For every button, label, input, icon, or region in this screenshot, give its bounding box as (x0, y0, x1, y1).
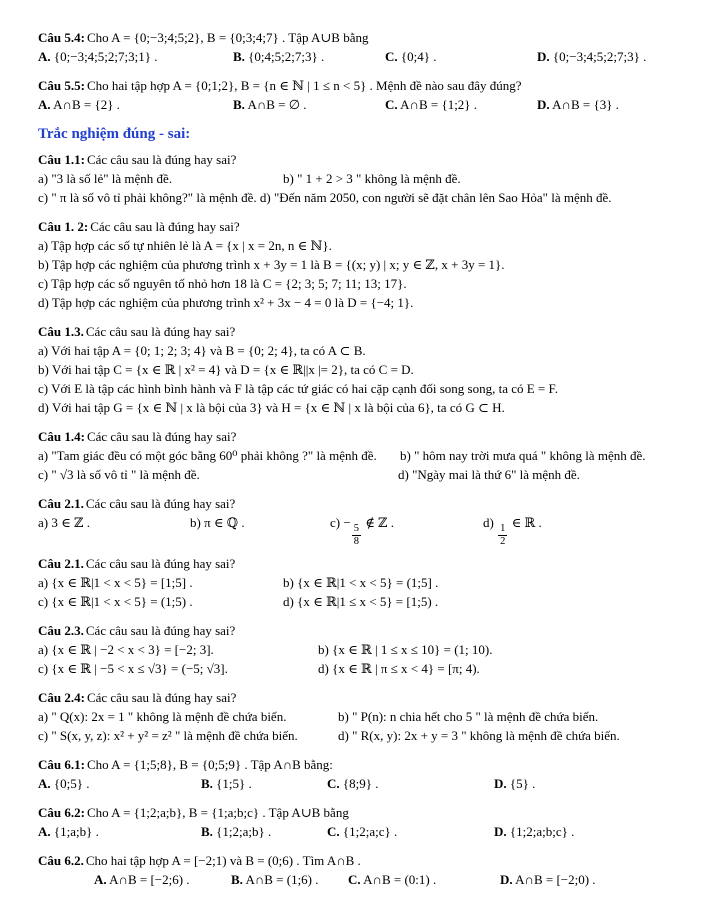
option-letter: A. (38, 97, 51, 112)
cau-1-4-row-1 (38, 446, 676, 465)
option-value: A∩B = [−2;6) . (106, 872, 190, 888)
cau-6-2b-option-A (94, 870, 231, 889)
cau-5-5-options (38, 95, 676, 114)
cau-1-4-item-1-1: a) "Tam giác đều có một góc bằng 60⁰ phải không ?" là mệnh đề. (38, 448, 377, 463)
cau-2-1-item-1-1: a) 3 ∈ ℤ . (38, 515, 90, 530)
cau-5-5 (38, 76, 676, 114)
cau-1-2-item-3-1: c) Tập hợp các số nguyên tố nhỏ hơn 18 là C = {2; 3; 5; 7; 11; 13; 17}. (38, 276, 407, 291)
cau-1-4-item-2-2: d) "Ngày mai là thứ 6" là mệnh đề. (398, 467, 580, 482)
cau-1-3-item-4-1: d) Với hai tập G = {x ∈ ℕ | x là bội của 3} và H = {x ∈ ℕ | x là bội của 6}, ta có G ⊂ H. (38, 400, 505, 415)
option-letter: D. (500, 872, 513, 888)
option-letter: A. (94, 872, 107, 888)
cau-6-2b-text: Cho hai tập hợp A = [−2;1) và B = (0;6) . Tìm A∩B . (85, 853, 361, 869)
cau-6-2-label: Câu 6.2: (38, 805, 85, 821)
cau-2-1b (38, 554, 676, 611)
option-value: {0;−3;4;5;2;7;3} . (549, 49, 647, 64)
cau-2-1b-item-2-1: c) {x ∈ ℝ|1 < x < 5} = (1;5) . (38, 594, 193, 610)
option-value: A∩B = {3} . (549, 97, 619, 112)
option-letter: C. (327, 776, 340, 792)
cau-2-4-item-1-2: b) " P(n): n chia hết cho 5 " là mệnh đề chứa biến. (338, 709, 599, 725)
option-letter: C. (385, 49, 398, 64)
option-letter: B. (201, 824, 213, 840)
option-letter: B. (201, 776, 213, 792)
cau-1-2-row-4 (38, 293, 676, 312)
option-letter: A. (38, 824, 51, 840)
cau-6-2-text: Cho A = {1;2;a;b}, B = {1;a;b;c} . Tập A∪B bằng (86, 805, 349, 821)
cau-1-4-label: Câu 1.4: (38, 429, 85, 444)
cau-6-1-option-A (38, 774, 201, 793)
fraction-denominator: 2 (500, 536, 506, 548)
cau-6-1-text: Cho A = {1;5;8}, B = {0;5;9} . Tập A∩B bằng: (86, 757, 333, 773)
option-value: A∩B = (0:1) . (360, 872, 437, 888)
option-value: {1;2;a;b;c} . (506, 824, 575, 840)
cau-5-5-text: Cho hai tập hợp A = {0;1;2}, B = {n ∈ ℕ | 1 ≤ n < 5} . Mệnh đề nào sau đây đúng? (86, 78, 522, 93)
cau-1-3-row-3 (38, 379, 676, 398)
cau-5-4-option-A (38, 47, 233, 66)
cau-1-2-stem (38, 217, 676, 236)
cau-2-4-item-1-1: a) " Q(x): 2x = 1 " không là mệnh đề chứa biến. (38, 709, 287, 725)
option-letter: B. (233, 49, 245, 64)
cau-1-1-item-1-2: b) " 1 + 2 > 3 " không là mệnh đề. (283, 171, 461, 186)
cau-1-4-item-1-2: b) " hôm nay trời mưa quá " không là mệnh đề. (400, 448, 646, 463)
cau-1-3-stem (38, 322, 676, 341)
cau-2-1-label: Câu 2.1. (38, 496, 84, 511)
cau-1-4-stem (38, 427, 676, 446)
cau-5-4-stem (38, 28, 676, 47)
option-value: A∩B = ∅ . (244, 97, 307, 112)
cau-2-3-row-2 (38, 659, 676, 678)
cau-2-1-item-1-3: c) − $\frac{5}{8}$ ∉ ℤ . (330, 515, 395, 548)
fraction (498, 523, 507, 548)
cau-2-4-stem (38, 688, 676, 707)
cau-6-1-option-B (201, 774, 327, 793)
cau-1-2-text: Các câu sau là đúng hay sai? (90, 219, 240, 234)
cau-1-3 (38, 322, 676, 417)
cau-5-4-option-D (537, 47, 676, 66)
cau-6-2-option-A (38, 822, 201, 841)
cau-1-3-item-1-1: a) Với hai tập A = {0; 1; 2; 3; 4} và B = {0; 2; 4}, ta có A ⊂ B. (38, 343, 366, 358)
section-heading: Trắc nghiệm đúng - sai: (38, 126, 191, 142)
cau-6-2b-option-B (231, 870, 348, 889)
cau-2-3-row-1 (38, 640, 676, 659)
cau-5-5-option-B (233, 95, 385, 114)
option-value: {5} . (506, 776, 536, 792)
option-letter: C. (385, 97, 398, 112)
cau-2-1-item-1-4: d) $\frac{1}{2}$ ∈ ℝ . (483, 515, 542, 548)
cau-1-1-label: Câu 1.1: (38, 152, 85, 167)
cau-6-2 (38, 803, 676, 841)
cau-1-3-item-2-1: b) Với hai tập C = {x ∈ ℝ | x² = 4} và D = {x ∈ ℝ||x |= 2}, ta có C = D. (38, 362, 414, 377)
cau-6-1 (38, 755, 676, 793)
cau-1-1-stem (38, 150, 676, 169)
option-value: A∩B = (1;6) . (242, 872, 319, 888)
cau-6-2b-stem (38, 851, 676, 870)
cau-1-3-text: Các câu sau là đúng hay sai? (85, 324, 236, 339)
cau-5-4-text: Cho A = {0;−3;4;5;2}, B = {0;3;4;7} . Tập A∪B bằng (86, 30, 369, 45)
cau-2-1b-stem (38, 554, 676, 573)
option-value: {8;9} . (339, 776, 379, 792)
cau-2-1b-row-2 (38, 592, 676, 611)
option-value: {0;4;5;2;7;3} . (244, 49, 325, 64)
cau-1-2-row-3 (38, 274, 676, 293)
cau-1-4 (38, 427, 676, 484)
cau-2-1b-item-2-2: d) {x ∈ ℝ|1 ≤ x < 5} = [1;5) . (283, 594, 439, 610)
cau-6-2b (38, 851, 676, 889)
cau-1-1-row-1 (38, 169, 676, 188)
cau-6-2-option-C (327, 822, 494, 841)
cau-2-1 (38, 494, 676, 548)
cau-2-3-item-2-2: d) {x ∈ ℝ | π ≤ x < 4} = [π; 4). (318, 661, 480, 677)
cau-2-3-text: Các câu sau là đúng hay sai? (85, 623, 236, 639)
cau-2-4-label: Câu 2.4: (38, 690, 85, 706)
cau-2-1b-item-1-1: a) {x ∈ ℝ|1 < x < 5} = [1;5] . (38, 575, 193, 591)
option-value: A∩B = {1;2} . (397, 97, 478, 112)
cau-2-1-item-1-2: b) π ∈ ℚ . (190, 515, 245, 530)
cau-5-5-label: Câu 5.5: (38, 78, 85, 93)
fraction-numerator: 5 (352, 523, 361, 536)
cau-5-5-stem (38, 76, 676, 95)
cau-6-2b-option-D (500, 870, 676, 889)
cau-2-4-item-2-1: c) " S(x, y, z): x² + y² = z² " là mệnh đề chứa biến. (38, 728, 298, 744)
cau-1-2-label: Câu 1. 2: (38, 219, 89, 234)
option-value: {1;2;a;c} . (339, 824, 398, 840)
cau-1-3-label: Câu 1.3. (38, 324, 84, 339)
option-value: A∩B = [−2;0) . (512, 872, 596, 888)
cau-6-2b-options (38, 870, 676, 889)
cau-1-3-row-2 (38, 360, 676, 379)
option-value: {0;4} . (397, 49, 437, 64)
cau-2-3-item-2-1: c) {x ∈ ℝ | −5 < x ≤ √3} = (−5; √3]. (38, 661, 228, 677)
option-letter: A. (38, 49, 51, 64)
option-value: {1;2;a;b} . (212, 824, 272, 840)
cau-1-1-text: Các câu sau là đúng hay sai? (86, 152, 237, 167)
cau-1-4-text: Các câu sau là đúng hay sai? (86, 429, 237, 444)
cau-2-1-text: Các câu sau là đúng hay sai? (85, 496, 236, 511)
cau-5-4-option-B (233, 47, 385, 66)
cau-2-1b-item-1-2: b) {x ∈ ℝ|1 < x < 5} = (1;5] . (283, 575, 439, 591)
cau-6-2-options (38, 822, 676, 841)
option-letter: B. (233, 97, 245, 112)
cau-2-1b-label: Câu 2.1. (38, 556, 84, 572)
cau-2-3-label: Câu 2.3. (38, 623, 84, 639)
option-value: A∩B = {2} . (50, 97, 120, 112)
cau-2-3-item-1-2: b) {x ∈ ℝ | 1 ≤ x ≤ 10} = (1; 10). (318, 642, 493, 658)
option-letter: C. (348, 872, 361, 888)
cau-6-2b-label: Câu 6.2. (38, 853, 84, 869)
document-body (38, 28, 676, 889)
cau-1-2-item-2-1: b) Tập hợp các nghiệm của phương trình x + 3y = 1 là B = {(x; y) | x; y ∈ ℤ, x + 3y = 1}. (38, 257, 505, 272)
cau-2-4-item-2-2: d) " R(x, y): 2x + y = 3 " không là mệnh đề chứa biến. (338, 728, 620, 744)
cau-5-4-option-C (385, 47, 537, 66)
cau-2-4-row-1 (38, 707, 676, 726)
cau-2-3-stem (38, 621, 676, 640)
fraction-numerator: 1 (498, 523, 507, 536)
cau-1-2-row-2 (38, 255, 676, 274)
cau-2-3-item-1-1: a) {x ∈ ℝ | −2 < x < 3} = [−2; 3]. (38, 642, 214, 658)
option-value: {1;a;b} . (50, 824, 99, 840)
cau-2-3 (38, 621, 676, 678)
cau-2-4-text: Các câu sau là đúng hay sai? (86, 690, 237, 706)
option-value: {0;−3;4;5;2;7;3;1} . (50, 49, 158, 64)
cau-1-1-row-2 (38, 188, 676, 207)
cau-2-1b-text: Các câu sau là đúng hay sai? (85, 556, 236, 572)
cau-1-2-row-1 (38, 236, 676, 255)
option-letter: C. (327, 824, 340, 840)
cau-6-1-option-D (494, 774, 676, 793)
cau-1-1-item-2-1: c) " π là số vô tỉ phải không?" là mệnh đề. d) "Đến năm 2050, con người sẽ đặt chân lên Sao Hỏa" là mệnh đề. (38, 190, 612, 205)
cau-1-2-item-4-1: d) Tập hợp các nghiệm của phương trình x² + 3x − 4 = 0 là D = {−4; 1}. (38, 295, 414, 310)
cau-1-4-row-2 (38, 465, 676, 484)
cau-2-1-row-1 (38, 513, 676, 548)
cau-6-1-option-C (327, 774, 494, 793)
option-letter: D. (537, 97, 550, 112)
cau-6-2-option-D (494, 822, 676, 841)
fraction (352, 523, 361, 548)
cau-1-3-item-3-1: c) Với E là tập các hình bình hành và F là tập các tứ giác có hai cặp cạnh đối song song, ta có E = F. (38, 381, 558, 396)
cau-6-1-label: Câu 6.1: (38, 757, 85, 773)
cau-5-5-option-C (385, 95, 537, 114)
cau-1-2 (38, 217, 676, 312)
cau-6-1-options (38, 774, 676, 793)
cau-1-1 (38, 150, 676, 207)
cau-6-2-stem (38, 803, 676, 822)
cau-1-4-item-2-1: c) " √3 là số vô tỉ " là mệnh đề. (38, 467, 200, 482)
fraction-denominator: 8 (353, 536, 359, 548)
option-letter: D. (494, 776, 507, 792)
cau-5-4-options (38, 47, 676, 66)
cau-1-3-row-4 (38, 398, 676, 417)
cau-2-1b-row-1 (38, 573, 676, 592)
option-letter: D. (537, 49, 550, 64)
cau-6-2b-option-C (348, 870, 500, 889)
option-letter: B. (231, 872, 243, 888)
cau-2-4-row-2 (38, 726, 676, 745)
cau-6-2-option-B (201, 822, 327, 841)
cau-5-4-label: Câu 5.4: (38, 30, 85, 45)
cau-5-5-option-D (537, 95, 676, 114)
cau-5-5-option-A (38, 95, 233, 114)
cau-5-4 (38, 28, 676, 66)
option-letter: A. (38, 776, 51, 792)
cau-2-1-stem (38, 494, 676, 513)
cau-1-2-item-1-1: a) Tập hợp các số tự nhiên lẻ là A = {x | x = 2n, n ∈ ℕ}. (38, 238, 332, 253)
cau-2-4 (38, 688, 676, 745)
option-letter: D. (494, 824, 507, 840)
option-value: {0;5} . (50, 776, 90, 792)
option-value: {1;5} . (212, 776, 252, 792)
cau-6-1-stem (38, 755, 676, 774)
cau-1-1-item-1-1: a) "3 là số lẻ" là mệnh đề. (38, 171, 173, 186)
cau-1-3-row-1 (38, 341, 676, 360)
